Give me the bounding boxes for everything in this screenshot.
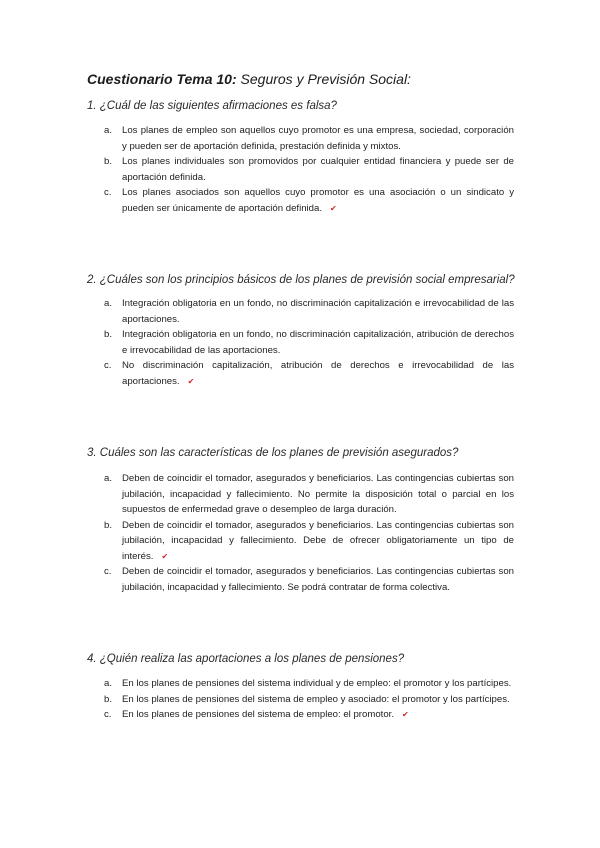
option-text: Deben de coincidir el tomador, asegurados y beneficiarios. Las contingencias cubiertas son jubilación, incapacidad y fallecimiento. Se podrá contratar de forma colectiva. bbox=[122, 566, 514, 593]
option-text: No discriminación capitalización, atribución de derechos e irrevocabilidad de las aportaciones. bbox=[122, 360, 514, 387]
option-letter: b. bbox=[104, 519, 113, 531]
document-title bbox=[87, 71, 411, 87]
option-letter: c. bbox=[104, 360, 112, 371]
option-1a bbox=[104, 123, 514, 154]
option-2a bbox=[104, 296, 514, 327]
option-text: Los planes asociados son aquellos cuyo promotor es una asociación o un sindicato y pueden ser únicamente de aportación definida. bbox=[122, 187, 514, 214]
question-3: 3. Cuáles son las características de los planes de previsión asegurados? bbox=[87, 447, 459, 459]
option-letter: c. bbox=[104, 187, 112, 198]
option-letter: c. bbox=[104, 566, 112, 577]
check-mark-icon: ✔ bbox=[401, 710, 409, 719]
option-text: En los planes de pensiones del sistema individual y de empleo: el promotor y los partícipes. bbox=[122, 678, 512, 689]
check-mark-icon: ✔ bbox=[330, 203, 337, 213]
option-letter: b. bbox=[104, 329, 113, 340]
title-rest: Seguros y Previsión Social: bbox=[236, 71, 411, 87]
option-letter: c. bbox=[104, 709, 112, 720]
title-prefix: Cuestionario Tema 10: bbox=[87, 71, 237, 87]
option-text: Integración obligatoria en un fondo, no discriminación capitalización e irrevocabilidad de las aportaciones. bbox=[122, 298, 514, 325]
option-text: Deben de coincidir el tomador, asegurados y beneficiarios. Las contingencias cubiertas son jubilación, incapacidad y fallecimiento. No permite la disposición total o parcial en los supuestos de enfermedad grave o desempleo de larga duración. bbox=[122, 473, 514, 515]
option-2c bbox=[104, 358, 514, 389]
question-2: 2. ¿Cuáles son los principios básicos de los planes de previsión social empresarial? bbox=[87, 274, 515, 286]
option-3b bbox=[104, 518, 514, 565]
option-letter: b. bbox=[104, 156, 113, 167]
option-3a bbox=[104, 471, 514, 518]
option-3c bbox=[104, 564, 514, 595]
option-4a bbox=[104, 676, 514, 692]
option-text: Integración obligatoria en un fondo, no discriminación capitalización, atribución de derechos e irrevocabilidad de las aportaciones. bbox=[122, 329, 514, 356]
option-text: En los planes de pensiones del sistema de empleo: el promotor. bbox=[122, 709, 394, 720]
option-1b bbox=[104, 154, 514, 185]
option-1c bbox=[104, 185, 514, 216]
option-letter: a. bbox=[104, 473, 113, 484]
option-letter: a. bbox=[104, 125, 113, 136]
option-text: Los planes individuales son promovidos por cualquier entidad financiera y puede ser de aportación definida. bbox=[122, 156, 514, 183]
check-mark-icon: ✔ bbox=[161, 551, 169, 561]
question-3-options bbox=[104, 471, 514, 595]
question-2-options bbox=[104, 296, 514, 389]
option-text: Los planes de empleo son aquellos cuyo promotor es una empresa, sociedad, corporación y pueden ser de aportación definida, prestación definida y mixtos. bbox=[122, 125, 514, 152]
check-mark-icon: ✔ bbox=[187, 376, 195, 386]
option-letter: a. bbox=[104, 298, 113, 309]
option-letter: a. bbox=[104, 678, 113, 689]
question-1: 1. ¿Cuál de las siguientes afirmaciones es falsa? bbox=[87, 100, 337, 112]
option-4c bbox=[104, 707, 514, 723]
option-letter: b. bbox=[104, 693, 113, 705]
option-text: En los planes de pensiones del sistema de empleo y asociado: el promotor y los partícipes. bbox=[122, 693, 510, 705]
option-2b bbox=[104, 327, 514, 358]
question-4: 4. ¿Quién realiza las aportaciones a los planes de pensiones? bbox=[87, 653, 405, 665]
question-1-options bbox=[104, 123, 514, 216]
option-4b bbox=[104, 692, 514, 708]
option-text: Deben de coincidir el tomador, asegurados y beneficiarios. Las contingencias cubiertas son jubilación, incapacidad y fallecimiento. Debe de ofrecer obligatoriamente un tipo de interés. bbox=[122, 519, 514, 562]
question-4-options bbox=[104, 676, 514, 723]
